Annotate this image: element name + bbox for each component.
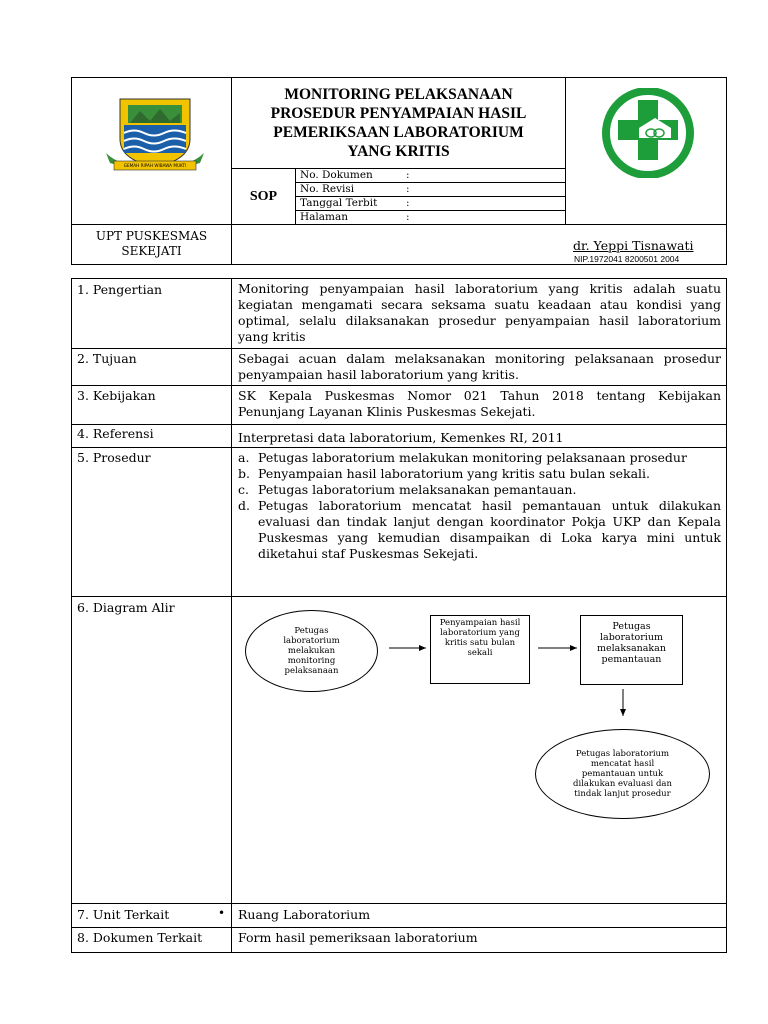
meta-colon: : xyxy=(406,183,410,195)
title-line-1: MONITORING PELAKSANAAN xyxy=(284,86,513,103)
signatory-nip: NIP.1972041 8200501 2004 xyxy=(574,254,680,264)
item-marker: b. xyxy=(238,466,250,481)
section-label-referensi: 4. Referensi xyxy=(77,426,154,441)
section-text-kebijakan: SK Kepala Puskesmas Nomor 021 Tahun 2018 tentang Kebijakan Penunjang Layanan Klinis Puskesmas Sekejati. xyxy=(238,388,721,419)
title-line-3: PEMERIKSAAN LABORATORIUM xyxy=(273,124,524,141)
flow-node-text: Petugas laboratorium melaksanakan pemantauan xyxy=(597,621,666,665)
item-marker: d. xyxy=(238,498,250,513)
meta-label: No. Dokumen xyxy=(300,169,373,181)
item-text: Petugas laboratorium melakukan monitoring pelaksanaan prosedur xyxy=(258,450,687,465)
section-text-referensi: Interpretasi data laboratorium, Kemenkes RI, 2011 xyxy=(238,430,564,445)
row-divider xyxy=(71,903,727,904)
item-marker: a. xyxy=(238,450,250,465)
item-text: Penyampaian hasil laboratorium yang kritis satu bulan sekali. xyxy=(258,466,651,481)
section-text-tujuan: Sebagai acuan dalam melaksanakan monitoring pelaksanaan prosedur penyampaian hasil laboratorium yang kritis. xyxy=(238,351,721,382)
title-line-4: YANG KRITIS xyxy=(347,143,450,160)
meta-colon: : xyxy=(406,197,410,209)
city-crest-logo xyxy=(100,93,210,178)
item-text: Petugas laboratorium mencatat hasil pemantauan untuk dilakukan evaluasi dan tindak lanjut dengan koordinator Pokja UKP dan Kepala Puskesmas yang kemudian disampaikan di Loka karya mini untuk diketahui staf Puskesmas Sekejati. xyxy=(258,498,721,561)
section-label-pengertian: 1. Pengertian xyxy=(77,282,163,297)
meta-row-tanggal xyxy=(296,197,565,211)
procedure-item-a xyxy=(238,450,721,466)
flow-node-text: Petugas laboratorium mencatat hasil pemantauan untuk dilakukan evaluasi dan tindak lanjut prosedur xyxy=(573,749,672,799)
org-line-2: SEKEJATI xyxy=(121,244,182,258)
meta-row-dokumen xyxy=(296,169,565,183)
section-procedure-list xyxy=(232,449,726,562)
section-label-prosedur: 5. Prosedur xyxy=(77,450,151,465)
item-text: Petugas laboratorium melaksanakan pemantauan. xyxy=(258,482,577,497)
section-text-pengertian: Monitoring penyampaian hasil laboratorium yang kritis adalah suatu kegiatan mengamati secara seksama suatu keadaan atau kondisi yang optimal, selalu dilaksanakan prosedur penyampaian hasil laboratorium yang kritis xyxy=(238,281,721,344)
procedure-item-d xyxy=(238,498,721,562)
title-line-2: PROSEDUR PENYAMPAIAN HASIL xyxy=(270,105,527,122)
document-title xyxy=(232,85,565,161)
flow-arrows xyxy=(232,597,726,903)
procedure-item-c xyxy=(238,482,721,498)
flow-node-text: Petugas laboratorium melakukan monitoring pelaksanaan xyxy=(283,626,340,676)
section-text-dokumen: Form hasil pemeriksaan laboratorium xyxy=(238,930,478,945)
header-divider-right xyxy=(565,77,566,225)
row-divider xyxy=(71,424,727,425)
section-text-unit: Ruang Laboratorium xyxy=(238,907,371,922)
meta-row-revisi xyxy=(296,183,565,197)
meta-colon: : xyxy=(406,169,410,181)
header-row-divider xyxy=(71,224,727,225)
document-meta xyxy=(296,169,565,224)
meta-label: Halaman xyxy=(300,211,349,223)
row-divider xyxy=(71,385,727,386)
item-marker: c. xyxy=(238,482,249,497)
meta-label: No. Revisi xyxy=(300,183,355,195)
section-label-unit: 7. Unit Terkait xyxy=(77,907,170,922)
section-label-kebijakan: 3. Kebijakan xyxy=(77,388,156,403)
row-divider xyxy=(71,348,727,349)
flow-node-text: Penyampaian hasil laboratorium yang kritis satu bulan sekali xyxy=(439,618,521,658)
bullet-icon: • xyxy=(218,906,226,920)
meta-colon: : xyxy=(406,211,410,223)
org-line-1: UPT PUSKESMAS xyxy=(95,229,208,243)
meta-label: Tanggal Terbit xyxy=(300,197,378,209)
organization-name xyxy=(72,229,231,259)
sop-label: SOP xyxy=(249,188,278,204)
crest-motto: GEMAH RIPAH WIBAWA MUKTI xyxy=(123,163,187,168)
signatory-name: dr. Yeppi Tisnawati xyxy=(573,238,694,253)
section-label-diagram: 6. Diagram Alir xyxy=(77,600,175,615)
puskesmas-logo xyxy=(593,88,703,178)
section-label-dokumen: 8. Dokumen Terkait xyxy=(77,930,203,945)
meta-row-halaman xyxy=(296,211,565,224)
row-divider xyxy=(71,447,727,448)
procedure-item-b xyxy=(238,466,721,482)
section-label-tujuan: 2. Tujuan xyxy=(77,351,137,366)
